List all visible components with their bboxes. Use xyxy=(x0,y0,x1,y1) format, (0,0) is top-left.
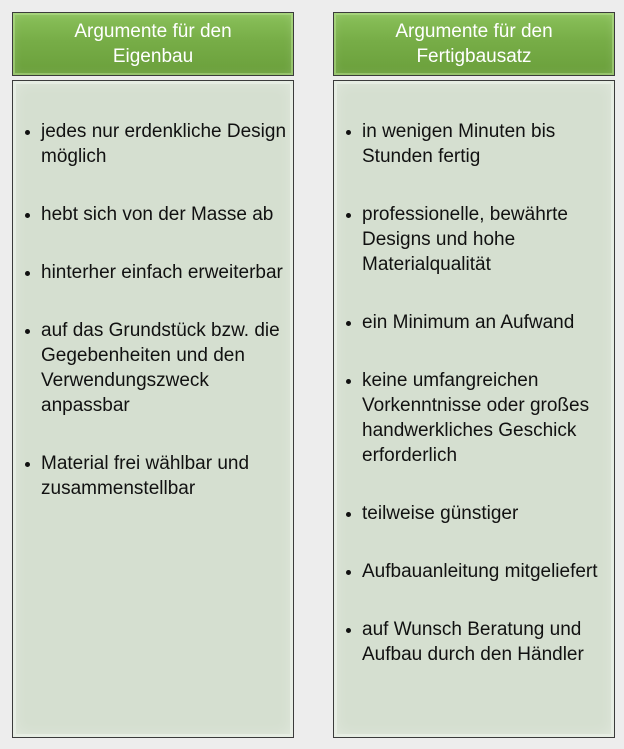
column-fertigbausatz-title: Argumente für den Fertigbausatz xyxy=(395,21,553,67)
column-fertigbausatz-list xyxy=(346,119,614,700)
column-eigenbau-body xyxy=(12,80,294,738)
list-item xyxy=(346,119,614,169)
bullet-icon xyxy=(25,462,30,467)
column-eigenbau-header xyxy=(12,12,294,76)
list-item xyxy=(346,310,614,335)
list-item-text: Aufbauanleitung mitgeliefert xyxy=(362,561,598,582)
list-item xyxy=(346,559,614,584)
list-item xyxy=(25,202,293,227)
list-item xyxy=(346,368,614,468)
list-item xyxy=(346,202,614,277)
list-item-text: keine umfangreichen Vorkenntnisse oder großes handwerkliches Geschick erforderlich xyxy=(362,370,590,466)
column-eigenbau xyxy=(12,12,294,738)
bullet-icon xyxy=(346,512,351,517)
column-fertigbausatz-body xyxy=(333,80,615,738)
column-fertigbausatz-header xyxy=(333,12,615,76)
list-item xyxy=(25,318,293,418)
bullet-icon xyxy=(346,213,351,218)
bullet-icon xyxy=(346,321,351,326)
list-item-text: Material frei wählbar und zusammenstellbar xyxy=(41,453,250,499)
bullet-icon xyxy=(346,570,351,575)
column-eigenbau-title: Argumente für den Eigenbau xyxy=(74,21,232,67)
column-eigenbau-list xyxy=(25,119,293,534)
bullet-icon xyxy=(346,130,351,135)
list-item-text: auf das Grundstück bzw. die Gegebenheiten und den Verwendungszweck anpassbar xyxy=(41,320,280,416)
list-item xyxy=(25,260,293,285)
bullet-icon xyxy=(25,213,30,218)
bullet-icon xyxy=(346,379,351,384)
list-item-text: in wenigen Minuten bis Stunden fertig xyxy=(362,121,556,167)
list-item-text: hinterher einfach erweiterbar xyxy=(41,262,283,283)
bullet-icon xyxy=(25,271,30,276)
list-item-text: jedes nur erdenkliche Design möglich xyxy=(41,121,287,167)
list-item-text: hebt sich von der Masse ab xyxy=(41,204,274,225)
bullet-icon xyxy=(346,628,351,633)
list-item-text: ein Minimum an Aufwand xyxy=(362,312,575,333)
list-item-text: professionelle, bewährte Designs und hohe Materialqualität xyxy=(362,204,568,275)
list-item xyxy=(346,617,614,667)
list-item xyxy=(25,119,293,169)
list-item xyxy=(346,501,614,526)
bullet-icon xyxy=(25,130,30,135)
bullet-icon xyxy=(25,329,30,334)
list-item xyxy=(25,451,293,501)
list-item-text: auf Wunsch Beratung und Aufbau durch den Händler xyxy=(362,619,584,665)
column-fertigbausatz xyxy=(333,12,615,738)
list-item-text: teilweise günstiger xyxy=(362,503,519,524)
